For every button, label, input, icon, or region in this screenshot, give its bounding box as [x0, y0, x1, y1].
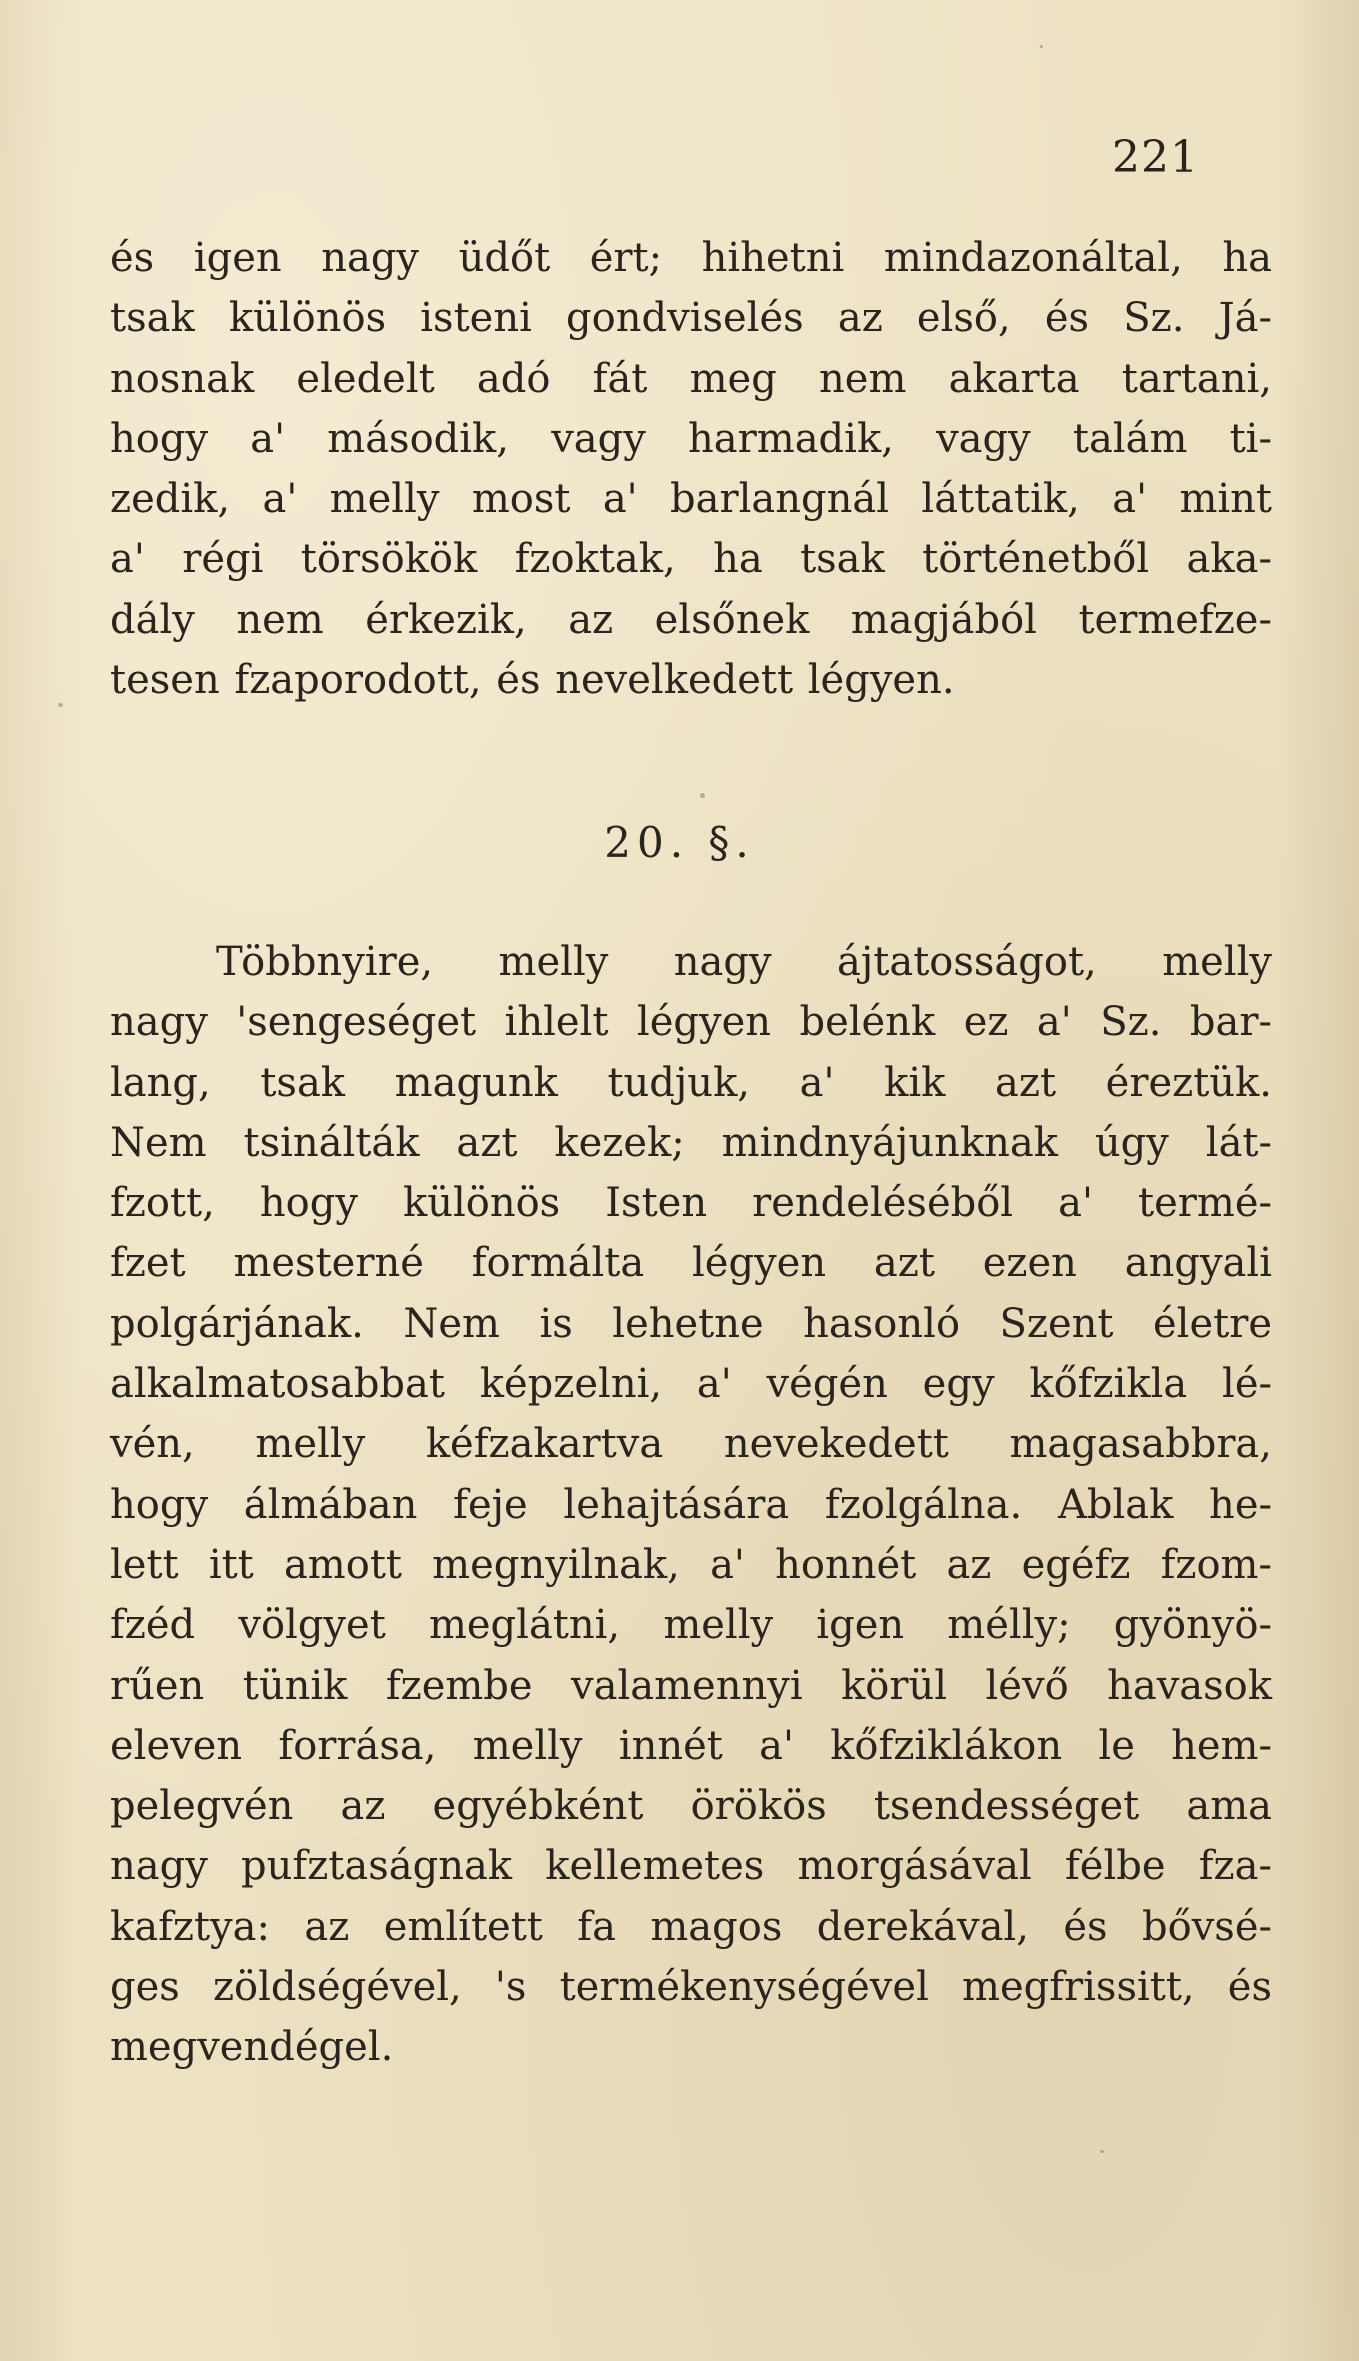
text-line: eleven forrása, melly innét a' kőfziklákon le hem- — [110, 1722, 1272, 1769]
text-line: pelegvén az egyébként örökös tsendességet ama — [110, 1783, 1272, 1830]
text-line: tsak különös isteni gondviselés az első, és Sz. Já- — [110, 295, 1272, 342]
text-line: Többnyire, melly nagy ájtatosságot, melly — [216, 939, 1272, 985]
paragraph-2 — [110, 932, 1272, 2078]
section-heading: 20. §. — [604, 818, 755, 867]
text-line: alkalmatosabbat képzelni, a' végén egy kőfzikla lé- — [110, 1361, 1272, 1408]
text-line: vén, melly kéfzakartva nevekedett magasabbra, — [110, 1421, 1272, 1468]
text-line: fzott, hogy különös Isten rendeléséből a' termé- — [110, 1180, 1272, 1227]
text-line: nagy pufztaságnak kellemetes morgásával félbe fza- — [110, 1843, 1272, 1890]
paper-speck — [700, 793, 705, 798]
text-line: fzéd völgyet meglátni, melly igen mélly; gyönyö- — [110, 1602, 1272, 1649]
text-line: dály nem érkezik, az elsőnek magjából termefze- — [110, 596, 1272, 643]
text-line: nosnak eledelt adó fát meg nem akarta tartani, — [110, 355, 1272, 402]
paper-speck — [1100, 2150, 1104, 2153]
paper-speck — [58, 703, 63, 707]
text-line: nagy 'sengeséget ihlelt légyen belénk ez a' Sz. bar- — [110, 999, 1272, 1046]
text-line: kafztya: az említett fa magos derekával, és bővsé- — [110, 1903, 1272, 1950]
text-line: zedik, a' melly most a' barlangnál láttatik, a' mint — [110, 476, 1272, 523]
text-line: hogy a' második, vagy harmadik, vagy talám ti- — [110, 415, 1272, 462]
text-line: tesen fzaporodott, és nevelkedett légyen. — [110, 657, 955, 704]
text-line: rűen tünik fzembe valamennyi körül lévő havasok — [110, 1662, 1272, 1709]
paper-speck — [1040, 45, 1043, 48]
text-line: megvendégel. — [110, 2024, 394, 2071]
text-line: ges zöldségével, 's termékenységével megfrissitt, és — [110, 1964, 1272, 2011]
text-line: Nem tsinálták azt kezek; mindnyájunknak úgy lát- — [110, 1119, 1272, 1166]
paragraph-1 — [110, 228, 1272, 710]
text-line: és igen nagy üdőt ért; hihetni mindazonáltal, ha — [110, 235, 1272, 281]
text-line: fzet mesterné formálta légyen azt ezen angyali — [110, 1240, 1272, 1287]
text-line: lang, tsak magunk tudjuk, a' kik azt éreztük. — [110, 1059, 1272, 1106]
text-line: lett itt amott megnyilnak, a' honnét az egéfz fzom- — [110, 1541, 1272, 1588]
page-number: 221 — [1112, 132, 1199, 183]
text-line: polgárjának. Nem is lehetne hasonló Szent életre — [110, 1300, 1272, 1347]
text-line: a' régi törsökök fzoktak, ha tsak történetből aka- — [110, 536, 1272, 583]
text-line: hogy álmában feje lehajtására fzolgálna. Ablak he- — [110, 1481, 1272, 1528]
